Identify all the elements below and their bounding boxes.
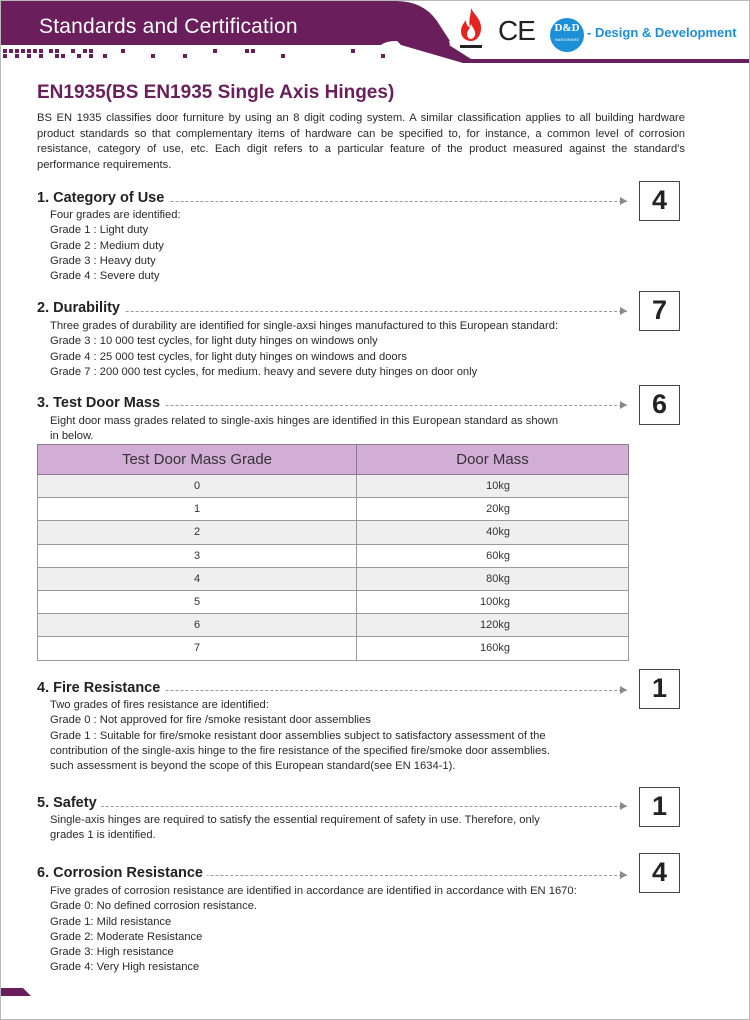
section-heading-fire-resistance: 4. Fire Resistance bbox=[37, 680, 164, 696]
section-body-corrosion-resistance bbox=[50, 884, 577, 976]
table-cell: 5 bbox=[38, 590, 357, 613]
body-line: Grade 4 : Severe duty bbox=[50, 270, 160, 283]
body-line: Grade 0 : Not approved for fire /smoke resistant door assemblies bbox=[50, 714, 371, 727]
ce-mark: CE bbox=[498, 15, 535, 46]
arrow-right-icon bbox=[620, 686, 627, 694]
table-row bbox=[38, 614, 629, 637]
table-cell: 80kg bbox=[357, 567, 629, 590]
section-heading-corrosion-resistance: 6. Corrosion Resistance bbox=[37, 865, 207, 881]
table-cell: 0 bbox=[38, 475, 357, 498]
body-line: contribution of the single-axis hinge to the fire resistance of the specified fire/smoke door assemblies. bbox=[50, 744, 550, 757]
table-cell: 60kg bbox=[357, 544, 629, 567]
page-title: EN1935(BS EN1935 Single Axis Hinges) bbox=[37, 82, 395, 103]
code-box-corrosion-resistance: 4 bbox=[639, 853, 680, 893]
table-cell: 2 bbox=[38, 521, 357, 544]
body-line: Grade 2 : Medium duty bbox=[50, 239, 164, 252]
body-line: Eight door mass grades related to single-axis hinges are identified in this European standard as shown bbox=[50, 415, 559, 427]
table-cell: 1 bbox=[38, 498, 357, 521]
body-line: grades 1 is identified. bbox=[50, 829, 156, 842]
door-mass-table bbox=[37, 444, 629, 661]
brand-tagline: - Design & Development bbox=[587, 25, 737, 40]
table-cell: 4 bbox=[38, 567, 357, 590]
code-box-test-door-mass: 6 bbox=[639, 385, 680, 425]
body-line: Single-axis hinges are required to satisfy the essential requirement of safety in use. Therefore, only bbox=[50, 814, 540, 826]
section-body-safety bbox=[50, 813, 540, 844]
section-body-durability bbox=[50, 319, 558, 380]
section-heading-category-of-use: 1. Category of Use bbox=[37, 190, 168, 206]
body-line: Grade 3 : 10 000 test cycles, for light duty hinges on windows only bbox=[50, 335, 378, 348]
section-body-category-of-use bbox=[50, 208, 181, 284]
table-cell: 7 bbox=[38, 637, 357, 660]
body-line: Grade 2: Moderate Resistance bbox=[50, 930, 203, 943]
table-cell: 40kg bbox=[357, 521, 629, 544]
body-line: Grade 4 : 25 000 test cycles, for light duty hinges on windows and doors bbox=[50, 350, 407, 363]
table-cell: 160kg bbox=[357, 637, 629, 660]
body-line: Grade 7 : 200 000 test cycles, for medium. heavy and severe duty hinges on door only bbox=[50, 365, 478, 378]
table-row bbox=[38, 590, 629, 613]
leader-line bbox=[41, 311, 627, 312]
body-line: Grade 3 : Heavy duty bbox=[50, 254, 156, 267]
logo-subtext: HARDWARE bbox=[554, 37, 580, 42]
brand-logo bbox=[550, 18, 584, 52]
section-heading-durability: 2. Durability bbox=[37, 300, 124, 316]
section-heading-test-door-mass: 3. Test Door Mass bbox=[37, 395, 164, 411]
body-line: in below. bbox=[50, 430, 94, 443]
body-line: Grade 4: Very High resistance bbox=[50, 961, 200, 974]
body-line: Two grades of fires resistance are identified: bbox=[50, 699, 269, 711]
leader-line bbox=[41, 806, 627, 807]
body-line: Grade 0: No defined corrosion resistance. bbox=[50, 900, 258, 913]
footer-corner-decoration bbox=[1, 986, 41, 998]
table-row bbox=[38, 521, 629, 544]
table-cell: 100kg bbox=[357, 590, 629, 613]
header-title: Standards and Certification bbox=[39, 15, 298, 38]
table-row bbox=[38, 544, 629, 567]
fire-icon bbox=[454, 6, 488, 52]
arrow-right-icon bbox=[620, 802, 627, 810]
body-line: such assessment is beyond the scope of this European standard(see EN 1634-1). bbox=[50, 760, 456, 773]
arrow-right-icon bbox=[620, 871, 627, 879]
body-line: Grade 1 : Light duty bbox=[50, 224, 149, 237]
code-box-category-of-use: 4 bbox=[639, 181, 680, 221]
arrow-right-icon bbox=[620, 401, 627, 409]
body-line: Four grades are identified: bbox=[50, 209, 181, 221]
section-body-fire-resistance bbox=[50, 698, 550, 774]
section-body-test-door-mass bbox=[50, 414, 558, 445]
table-row bbox=[38, 475, 629, 498]
column-header: Test Door Mass Grade bbox=[38, 445, 357, 475]
code-box-safety: 1 bbox=[639, 787, 680, 827]
table-row bbox=[38, 637, 629, 660]
table-header-row bbox=[38, 445, 629, 475]
section-heading-safety: 5. Safety bbox=[37, 795, 101, 811]
table-row bbox=[38, 498, 629, 521]
body-line: Five grades of corrosion resistance are identified in accordance are identified in accordance with EN 1670: bbox=[50, 885, 577, 897]
body-line: Three grades of durability are identified for single-axsi hinges manufactured to this European standard: bbox=[50, 320, 559, 332]
code-box-durability: 7 bbox=[639, 291, 680, 331]
table-cell: 3 bbox=[38, 544, 357, 567]
table-row bbox=[38, 567, 629, 590]
table-cell: 20kg bbox=[357, 498, 629, 521]
table-cell: 6 bbox=[38, 614, 357, 637]
intro-paragraph: BS EN 1935 classifies door furniture by using an 8 digit coding system. A similar classification applies to all building hardware product standards so that complementary items of hardware can be specified to, for instance, a common level of corrosion resistance, category of use, etc. Each digit refers to a particular feature of the product measured against the standard's performance requirements. bbox=[37, 112, 685, 171]
body-line: Grade 1 : Suitable for fire/smoke resistant door assemblies subject to satisfactory assessment of the bbox=[50, 729, 546, 742]
table-cell: 120kg bbox=[357, 614, 629, 637]
body-line: Grade 1: Mild resistance bbox=[50, 915, 172, 928]
arrow-right-icon bbox=[620, 197, 627, 205]
arrow-right-icon bbox=[620, 307, 627, 315]
table-cell: 10kg bbox=[357, 475, 629, 498]
code-box-fire-resistance: 1 bbox=[639, 669, 680, 709]
body-line: Grade 3: High resistance bbox=[50, 946, 174, 959]
column-header: Door Mass bbox=[357, 445, 629, 475]
logo-text: D&D bbox=[554, 22, 580, 34]
